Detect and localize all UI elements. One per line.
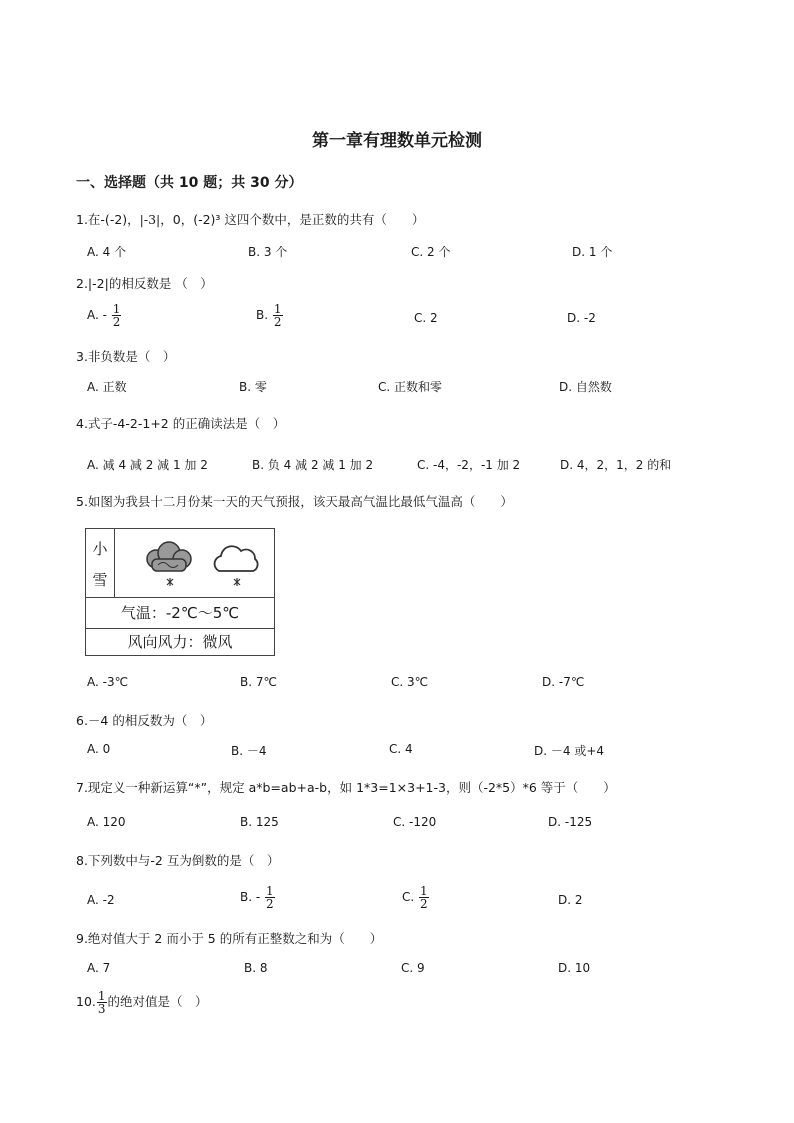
question-8: 8.下列数中与-2 互为倒数的是（ ） bbox=[76, 853, 280, 868]
q8-option-b-fraction bbox=[265, 885, 275, 910]
weather-label bbox=[86, 529, 115, 597]
question-5: 5.如图为我县十二月份某一天的天气预报，该天最高气温比最低气温高（ ） bbox=[76, 494, 513, 509]
question-3: 3.非负数是（ ） bbox=[76, 349, 176, 364]
q7-option-c[interactable]: C. -120 bbox=[393, 815, 437, 829]
q2-option-a-prefix: A. - bbox=[87, 308, 107, 322]
q2-option-d[interactable]: D. -2 bbox=[567, 311, 596, 325]
snow-cloud-icon bbox=[138, 539, 200, 594]
q9-option-a[interactable]: A. 7 bbox=[87, 961, 111, 975]
q3-option-c[interactable]: C. 正数和零 bbox=[378, 380, 443, 394]
q8-option-a[interactable]: A. -2 bbox=[87, 893, 115, 907]
weather-label-char-1: 小 bbox=[92, 540, 108, 558]
q8-option-c-fraction bbox=[419, 885, 429, 910]
q9-option-c[interactable]: C. 9 bbox=[401, 961, 425, 975]
question-9: 9.绝对值大于 2 而小于 5 的所有正整数之和为（ ） bbox=[76, 931, 383, 946]
question-7: 7.现定义一种新运算“*”，规定 a*b=ab+a-b，如 1*3=1×3+1-3，则（-2*5）*6 等于（ ） bbox=[76, 780, 616, 795]
q2-option-a-fraction bbox=[112, 303, 122, 328]
q4-option-b[interactable]: B. 负 4 减 2 减 1 加 2 bbox=[252, 458, 374, 472]
fraction-numerator: 1 bbox=[273, 302, 282, 316]
q5-option-d[interactable]: D. -7℃ bbox=[542, 675, 585, 689]
q5-option-a[interactable]: A. -3℃ bbox=[87, 675, 129, 689]
question-10-text: 的绝对值是（ ） bbox=[107, 994, 208, 1009]
weather-forecast-figure bbox=[85, 528, 275, 656]
question-1-abs: |-3| bbox=[139, 212, 161, 227]
q2-option-a[interactable] bbox=[87, 303, 122, 328]
q8-option-b-prefix: B. - bbox=[240, 890, 261, 904]
q6-option-b[interactable]: B. －4 bbox=[231, 744, 267, 758]
q4-option-d[interactable]: D. 4，2，1，2 的和 bbox=[560, 458, 672, 472]
q8-option-c[interactable] bbox=[402, 885, 430, 910]
q7-option-d[interactable]: D. -125 bbox=[548, 815, 593, 829]
q3-option-a[interactable]: A. 正数 bbox=[87, 380, 127, 394]
q8-option-d[interactable]: D. 2 bbox=[558, 893, 583, 907]
q5-option-c[interactable]: C. 3℃ bbox=[391, 675, 429, 689]
question-1-text-a: 1.在-(-2)， bbox=[76, 212, 140, 227]
q5-option-b[interactable]: B. 7℃ bbox=[240, 675, 277, 689]
fraction-denominator: 2 bbox=[420, 897, 428, 911]
fraction-denominator: 2 bbox=[112, 315, 121, 329]
q1-option-c[interactable]: C. 2 个 bbox=[411, 245, 451, 259]
weather-wind: 风向风力：微风 bbox=[127, 633, 233, 651]
q8-option-b[interactable] bbox=[240, 885, 276, 910]
page-title: 第一章有理数单元检测 bbox=[312, 131, 482, 151]
q3-option-d[interactable]: D. 自然数 bbox=[559, 380, 612, 394]
q4-option-a[interactable]: A. 减 4 减 2 减 1 加 2 bbox=[87, 458, 208, 472]
question-6: 6.－4 的相反数为（ ） bbox=[76, 713, 213, 728]
q6-option-a[interactable]: A. 0 bbox=[87, 742, 111, 756]
q2-option-b-prefix: B. bbox=[256, 308, 269, 322]
fraction-denominator: 2 bbox=[266, 897, 274, 911]
question-10-prefix: 10. bbox=[76, 994, 96, 1009]
q8-option-c-prefix: C. bbox=[402, 890, 415, 904]
fraction-numerator: 1 bbox=[420, 884, 428, 898]
q9-option-b[interactable]: B. 8 bbox=[244, 961, 268, 975]
question-10-fraction bbox=[97, 990, 107, 1015]
weather-label-char-2: 雪 bbox=[92, 571, 108, 589]
q9-option-d[interactable]: D. 10 bbox=[558, 961, 591, 975]
fraction-denominator: 2 bbox=[273, 315, 282, 329]
q7-option-a[interactable]: A. 120 bbox=[87, 815, 126, 829]
question-2: 2.|-2|的相反数是 （ ） bbox=[76, 276, 213, 291]
fraction-numerator: 1 bbox=[97, 989, 106, 1003]
question-4: 4.式子-4-2-1+2 的正确读法是（ ） bbox=[76, 416, 286, 431]
q2-option-b[interactable] bbox=[256, 303, 284, 328]
fraction-denominator: 3 bbox=[97, 1002, 106, 1016]
fraction-numerator: 1 bbox=[112, 302, 121, 316]
q7-option-b[interactable]: B. 125 bbox=[240, 815, 279, 829]
cloud-snow-icon bbox=[207, 539, 267, 594]
question-10 bbox=[76, 990, 208, 1015]
question-1-text-b: ，0，(-2)³ 这四个数中，是正数的共有（ ） bbox=[160, 212, 425, 227]
q3-option-b[interactable]: B. 零 bbox=[239, 380, 267, 394]
weather-forecast-top-row bbox=[86, 529, 274, 598]
question-1 bbox=[76, 210, 424, 228]
q1-option-d[interactable]: D. 1 个 bbox=[572, 245, 613, 259]
q2-option-b-fraction bbox=[273, 303, 283, 328]
q4-option-c[interactable]: C. -4，-2，-1 加 2 bbox=[417, 458, 521, 472]
weather-temperature: 气温：-2℃～5℃ bbox=[86, 598, 274, 629]
q2-option-c[interactable]: C. 2 bbox=[414, 311, 438, 325]
q6-option-c[interactable]: C. 4 bbox=[389, 742, 413, 756]
q1-option-b[interactable]: B. 3 个 bbox=[248, 245, 288, 259]
fraction-numerator: 1 bbox=[266, 884, 274, 898]
q6-option-d[interactable]: D. －4 或+4 bbox=[534, 744, 605, 758]
section-heading: 一、选择题（共 10 题；共 30 分） bbox=[76, 175, 303, 191]
q1-option-a[interactable]: A. 4 个 bbox=[87, 245, 127, 259]
